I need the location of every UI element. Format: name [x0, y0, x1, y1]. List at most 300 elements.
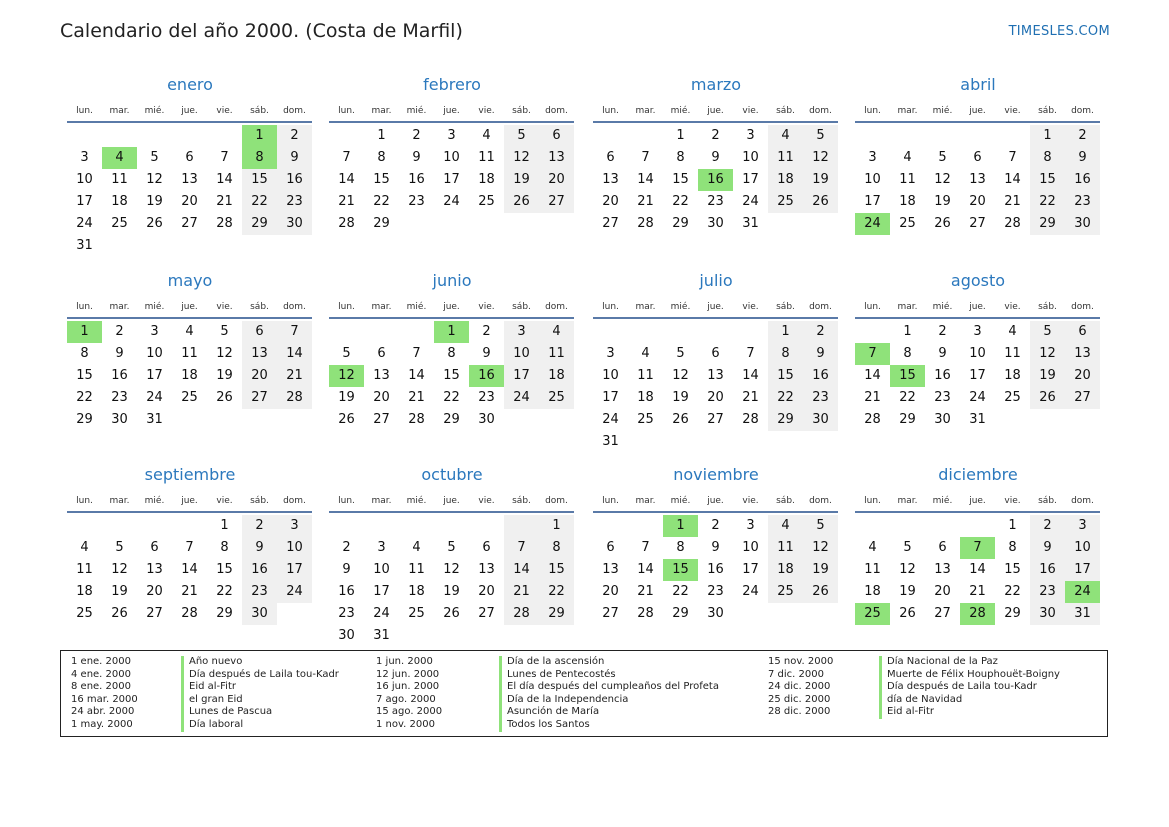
weekday-label: dom.	[1071, 495, 1094, 506]
day-cell: 23	[707, 584, 724, 599]
day-cell: 22	[672, 584, 689, 599]
weekday-label: mar.	[635, 495, 656, 506]
day-cell: 8	[220, 540, 229, 555]
holiday-legend	[60, 650, 1108, 737]
legend-entry: Día después de Laila tou-Kadr	[181, 669, 339, 682]
day-cell: 8	[377, 150, 386, 165]
day-cell: 30	[934, 412, 951, 427]
day-cell: 25	[637, 412, 654, 427]
empty-cell	[1030, 409, 1065, 431]
day-cell: 21	[504, 581, 539, 603]
legend-entry: Año nuevo	[181, 656, 339, 669]
day-cell: 18	[408, 584, 425, 599]
day-cell: 30	[803, 409, 838, 431]
day-cell: 30	[1065, 213, 1100, 235]
empty-cell	[504, 625, 539, 647]
day-cell: 13	[602, 172, 619, 187]
day-cell: 29	[76, 412, 93, 427]
empty-cell	[277, 235, 312, 257]
day-cell: 10	[742, 540, 759, 555]
day-cell: 2	[938, 324, 947, 339]
day-cell: 18	[768, 559, 803, 581]
empty-cell	[628, 321, 663, 343]
day-cell: 4	[868, 540, 877, 555]
day-cell: 25	[768, 191, 803, 213]
empty-cell	[172, 409, 207, 431]
day-cell: 10	[602, 368, 619, 383]
day-cell: 11	[1004, 346, 1021, 361]
day-cell: 24	[373, 606, 390, 621]
day-cell: 10	[864, 172, 881, 187]
day-cell: 6	[377, 346, 386, 361]
weekday-label: lun.	[76, 105, 93, 116]
empty-cell	[504, 213, 539, 235]
legend-entry: 16 jun. 2000	[376, 681, 440, 693]
day-cell: 22	[242, 191, 277, 213]
empty-cell	[628, 125, 663, 147]
day-cell: 8	[80, 346, 89, 361]
empty-cell	[399, 625, 434, 647]
day-cell: 13	[539, 147, 574, 169]
week-row	[67, 559, 313, 581]
day-cell: 18	[539, 365, 574, 387]
day-cell: 11	[111, 172, 128, 187]
day-cell: 16	[469, 365, 504, 387]
day-cell: 6	[973, 150, 982, 165]
legend-entry: Día después de Laila tou-Kadr	[879, 681, 1060, 694]
day-cell: 5	[803, 125, 838, 147]
empty-cell	[855, 125, 890, 147]
empty-cell	[733, 321, 768, 343]
week-row	[593, 213, 839, 235]
day-cell: 20	[602, 194, 619, 209]
empty-cell	[364, 321, 399, 343]
day-cell: 29	[443, 412, 460, 427]
day-cell: 4	[641, 346, 650, 361]
empty-cell	[137, 125, 172, 147]
day-cell: 16	[934, 368, 951, 383]
day-cell: 14	[637, 172, 654, 187]
day-cell: 29	[672, 606, 689, 621]
day-cell: 25	[76, 606, 93, 621]
month-noviembre	[593, 464, 839, 625]
weekday-label: vie.	[1004, 301, 1021, 312]
week-row	[593, 387, 839, 409]
day-cell: 10	[969, 346, 986, 361]
day-cell: 16	[1030, 559, 1065, 581]
day-cell: 17	[742, 562, 759, 577]
legend-entry: 16 mar. 2000	[71, 693, 138, 705]
day-cell: 4	[768, 125, 803, 147]
day-cell: 12	[443, 562, 460, 577]
day-cell: 16	[408, 172, 425, 187]
day-cell: 23	[111, 390, 128, 405]
week-row	[593, 191, 839, 213]
day-cell: 29	[242, 213, 277, 235]
weekday-label: dom.	[545, 495, 568, 506]
day-cell: 10	[277, 537, 312, 559]
week-row	[593, 169, 839, 191]
day-cell: 14	[277, 343, 312, 365]
legend-entry: Eid al-Fitr	[181, 681, 339, 694]
week-row	[329, 625, 575, 647]
day-cell: 30	[277, 213, 312, 235]
week-row	[67, 409, 313, 431]
week-row	[67, 581, 313, 603]
empty-cell	[628, 431, 663, 453]
day-cell: 14	[864, 368, 881, 383]
empty-cell	[995, 409, 1030, 431]
day-cell: 2	[277, 125, 312, 147]
day-cell: 1	[768, 321, 803, 343]
weekday-label: mié.	[932, 301, 953, 312]
weekday-label: dom.	[545, 301, 568, 312]
empty-cell	[733, 603, 768, 625]
day-cell: 24	[76, 216, 93, 231]
day-cell: 23	[478, 390, 495, 405]
day-cell: 22	[539, 581, 574, 603]
month-abril	[855, 74, 1101, 235]
legend-names-col-2	[499, 656, 719, 732]
weekday-header	[855, 491, 1101, 510]
day-cell: 4	[1008, 324, 1017, 339]
day-cell: 26	[146, 216, 163, 231]
day-cell: 10	[373, 562, 390, 577]
empty-cell	[102, 125, 137, 147]
day-cell: 3	[973, 324, 982, 339]
weekday-label: mié.	[670, 301, 691, 312]
empty-cell	[593, 321, 628, 343]
day-cell: 22	[768, 387, 803, 409]
day-cell: 8	[676, 150, 685, 165]
empty-cell	[277, 603, 312, 625]
empty-cell	[593, 515, 628, 537]
day-cell: 28	[637, 606, 654, 621]
legend-entry: Asunción de María	[499, 706, 719, 719]
day-cell: 18	[864, 584, 881, 599]
day-cell: 9	[711, 540, 720, 555]
week-row	[67, 343, 313, 365]
day-cell: 29	[1030, 213, 1065, 235]
week-row	[329, 343, 575, 365]
legend-entry: 7 dic. 2000	[768, 668, 824, 680]
day-cell: 9	[482, 346, 491, 361]
day-cell: 13	[242, 343, 277, 365]
weekday-label: vie.	[216, 105, 233, 116]
weekday-label: jue.	[181, 495, 198, 506]
weekday-label: lun.	[864, 301, 881, 312]
day-cell: 17	[742, 172, 759, 187]
empty-cell	[733, 431, 768, 453]
weekday-label: vie.	[478, 495, 495, 506]
legend-dates-col-1	[71, 656, 138, 732]
empty-cell	[172, 125, 207, 147]
day-cell: 11	[768, 537, 803, 559]
empty-cell	[277, 409, 312, 431]
empty-cell	[67, 515, 102, 537]
legend-entry: Todos los Santos	[499, 719, 719, 732]
day-cell: 13	[373, 368, 390, 383]
day-cell: 17	[504, 365, 539, 387]
day-cell: 24	[742, 584, 759, 599]
week-row	[593, 431, 839, 453]
week-row	[855, 213, 1101, 235]
weekday-label: jue.	[443, 105, 460, 116]
day-cell: 9	[277, 147, 312, 169]
empty-cell	[364, 515, 399, 537]
day-cell: 20	[707, 390, 724, 405]
day-cell: 27	[934, 606, 951, 621]
weekday-label: lun.	[76, 301, 93, 312]
week-row	[855, 365, 1101, 387]
day-cell: 24	[969, 390, 986, 405]
day-cell: 21	[637, 584, 654, 599]
day-cell: 24	[1065, 581, 1100, 603]
week-row	[855, 169, 1101, 191]
day-cell: 11	[864, 562, 881, 577]
day-cell: 5	[115, 540, 124, 555]
weekday-header	[593, 297, 839, 316]
day-cell: 27	[242, 387, 277, 409]
weekday-label: sáb.	[776, 495, 795, 506]
day-cell: 12	[803, 147, 838, 169]
weekday-label: vie.	[1004, 495, 1021, 506]
day-cell: 29	[672, 216, 689, 231]
legend-dates-col-2	[376, 656, 442, 732]
weekday-label: dom.	[545, 105, 568, 116]
day-cell: 10	[504, 343, 539, 365]
day-cell: 1	[539, 515, 574, 537]
day-cell: 31	[373, 628, 390, 643]
weekday-header	[593, 101, 839, 120]
day-cell: 30	[707, 216, 724, 231]
weekday-label: dom.	[809, 301, 832, 312]
week-row	[855, 537, 1101, 559]
day-cell: 4	[80, 540, 89, 555]
empty-cell	[137, 235, 172, 257]
weekday-label: lun.	[602, 301, 619, 312]
month-marzo	[593, 74, 839, 235]
empty-cell	[960, 125, 995, 147]
day-cell: 22	[1030, 191, 1065, 213]
day-cell: 14	[216, 172, 233, 187]
month-mayo	[67, 270, 313, 431]
day-cell: 30	[707, 606, 724, 621]
day-cell: 14	[181, 562, 198, 577]
day-cell: 18	[637, 390, 654, 405]
weekday-label: vie.	[742, 105, 759, 116]
weekday-label: mar.	[371, 105, 392, 116]
week-row	[67, 537, 313, 559]
day-cell: 15	[768, 365, 803, 387]
weekday-header	[593, 491, 839, 510]
day-cell: 31	[76, 238, 93, 253]
weekday-label: jue.	[969, 105, 986, 116]
day-cell: 7	[412, 346, 421, 361]
legend-entry: 1 ene. 2000	[71, 656, 131, 667]
day-cell: 13	[707, 368, 724, 383]
day-cell: 1	[67, 321, 102, 343]
day-cell: 13	[969, 172, 986, 187]
weekday-label: dom.	[283, 495, 306, 506]
weekday-label: jue.	[443, 301, 460, 312]
weekday-label: mié.	[670, 495, 691, 506]
day-cell: 4	[412, 540, 421, 555]
month-name: enero	[167, 75, 213, 94]
empty-cell	[539, 409, 574, 431]
day-cell: 17	[1065, 559, 1100, 581]
day-cell: 14	[338, 172, 355, 187]
weekday-label: sáb.	[250, 105, 269, 116]
legend-entry: 1 nov. 2000	[376, 718, 435, 730]
day-cell: 14	[637, 562, 654, 577]
day-cell: 24	[602, 412, 619, 427]
day-cell: 14	[408, 368, 425, 383]
weekday-label: dom.	[1071, 105, 1094, 116]
week-row	[67, 515, 313, 537]
day-cell: 21	[338, 194, 355, 209]
week-row	[67, 321, 313, 343]
week-row	[67, 365, 313, 387]
header-divider	[67, 317, 312, 319]
week-row	[855, 147, 1101, 169]
legend-names-col-3	[879, 656, 1060, 719]
weekday-label: mar.	[897, 105, 918, 116]
day-cell: 25	[855, 603, 890, 625]
week-row	[329, 515, 575, 537]
day-cell: 24	[146, 390, 163, 405]
day-cell: 23	[934, 390, 951, 405]
legend-entry: 7 ago. 2000	[376, 693, 436, 705]
weekday-label: lun.	[864, 495, 881, 506]
weekday-label: jue.	[969, 495, 986, 506]
empty-cell	[1065, 409, 1100, 431]
weekday-label: vie.	[216, 495, 233, 506]
week-row	[67, 191, 313, 213]
day-cell: 4	[185, 324, 194, 339]
day-cell: 11	[899, 172, 916, 187]
day-cell: 4	[539, 321, 574, 343]
week-row	[329, 581, 575, 603]
day-cell: 7	[277, 321, 312, 343]
month-septiembre	[67, 464, 313, 625]
weekday-label: jue.	[969, 301, 986, 312]
day-cell: 17	[443, 172, 460, 187]
day-cell: 27	[373, 412, 390, 427]
day-cell: 2	[242, 515, 277, 537]
day-cell: 5	[220, 324, 229, 339]
day-cell: 17	[373, 584, 390, 599]
day-cell: 7	[1008, 150, 1017, 165]
day-cell: 28	[960, 603, 995, 625]
day-cell: 6	[711, 346, 720, 361]
week-row	[593, 603, 839, 625]
week-row	[67, 603, 313, 625]
weekday-header	[329, 297, 575, 316]
day-cell: 3	[606, 346, 615, 361]
empty-cell	[698, 321, 733, 343]
week-row	[855, 559, 1101, 581]
empty-cell	[329, 515, 364, 537]
day-cell: 29	[1004, 606, 1021, 621]
day-cell: 15	[539, 559, 574, 581]
day-cell: 22	[672, 194, 689, 209]
day-cell: 5	[938, 150, 947, 165]
empty-cell	[329, 321, 364, 343]
day-cell: 16	[707, 562, 724, 577]
weekday-header	[329, 491, 575, 510]
day-cell: 19	[672, 390, 689, 405]
month-name: abril	[960, 75, 996, 94]
brand-link[interactable]: TIMESLES.COM	[1008, 24, 1110, 39]
day-cell: 21	[637, 194, 654, 209]
empty-cell	[539, 625, 574, 647]
month-name: agosto	[950, 271, 1006, 290]
day-cell: 14	[504, 559, 539, 581]
week-row	[67, 147, 313, 169]
day-cell: 19	[216, 368, 233, 383]
day-cell: 26	[803, 191, 838, 213]
empty-cell	[242, 235, 277, 257]
day-cell: 26	[934, 216, 951, 231]
day-cell: 6	[185, 150, 194, 165]
day-cell: 10	[742, 150, 759, 165]
weekday-label: vie.	[478, 105, 495, 116]
empty-cell	[102, 515, 137, 537]
day-cell: 29	[899, 412, 916, 427]
day-cell: 7	[342, 150, 351, 165]
day-cell: 8	[447, 346, 456, 361]
week-row	[593, 537, 839, 559]
day-cell: 3	[746, 518, 755, 533]
week-row	[329, 213, 575, 235]
day-cell: 6	[606, 150, 615, 165]
day-cell: 21	[864, 390, 881, 405]
day-cell: 25	[899, 216, 916, 231]
day-cell: 2	[342, 540, 351, 555]
day-cell: 20	[602, 584, 619, 599]
day-cell: 15	[443, 368, 460, 383]
day-cell: 7	[220, 150, 229, 165]
day-cell: 6	[539, 125, 574, 147]
day-cell: 20	[373, 390, 390, 405]
day-cell: 10	[1065, 537, 1100, 559]
header-divider	[593, 317, 838, 319]
weekday-label: mar.	[109, 495, 130, 506]
day-cell: 23	[338, 606, 355, 621]
day-cell: 22	[443, 390, 460, 405]
weekday-label: mié.	[144, 301, 165, 312]
week-row	[329, 537, 575, 559]
day-cell: 16	[111, 368, 128, 383]
day-cell: 8	[1030, 147, 1065, 169]
day-cell: 25	[539, 387, 574, 409]
empty-cell	[469, 625, 504, 647]
header-divider	[67, 511, 312, 513]
day-cell: 13	[1065, 343, 1100, 365]
day-cell: 26	[338, 412, 355, 427]
day-cell: 28	[864, 412, 881, 427]
weekday-label: jue.	[443, 495, 460, 506]
day-cell: 14	[1004, 172, 1021, 187]
day-cell: 31	[1065, 603, 1100, 625]
day-cell: 17	[602, 390, 619, 405]
month-enero	[67, 74, 313, 257]
weekday-label: sáb.	[512, 495, 531, 506]
day-cell: 9	[803, 343, 838, 365]
weekday-label: mar.	[635, 105, 656, 116]
day-cell: 17	[864, 194, 881, 209]
